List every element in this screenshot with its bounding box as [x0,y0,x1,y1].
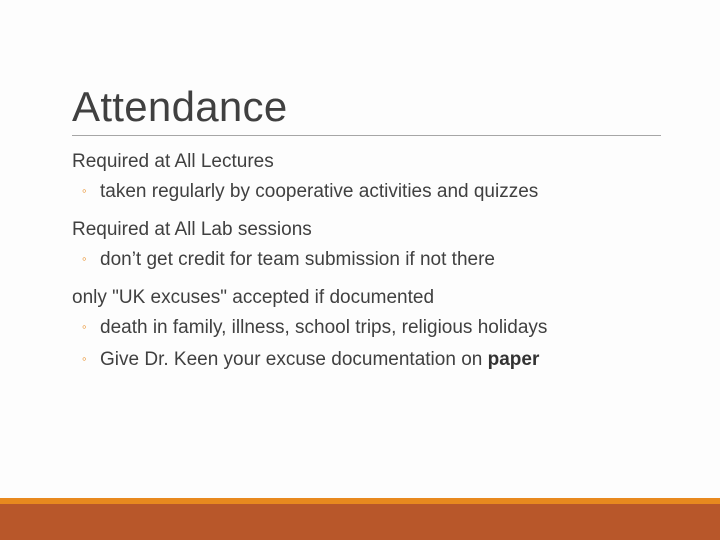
footer-bar [0,504,720,540]
bullet-level1: Required at All Lab sessions [72,219,312,240]
bullet-level2-text: death in family, illness, school trips, religious holidays [100,317,548,338]
bullet-level2-text: taken regularly by cooperative activities and quizzes [100,181,539,202]
bullet-level1: only "UK excuses" accepted if documented [72,287,435,308]
bullet-level2 [72,311,672,343]
bullet-level2-text: don’t get credit for team submission if not there [100,249,495,270]
bullet-level2 [72,343,672,375]
bullet-group-labs [72,216,672,275]
bullet-level1: Required at All Lectures [72,151,274,172]
bullet-circle-icon: ◦ [82,251,87,266]
bullet-group-excuses [72,284,672,375]
bullet-circle-icon: ◦ [82,351,87,366]
bullet-group-lectures [72,148,672,207]
emphasis-text: paper [487,349,540,370]
bullet-level2 [72,243,672,275]
bullet-level2 [72,175,672,207]
slide-title: Attendance [72,83,288,130]
title-divider [72,135,661,136]
slide-content [72,148,672,375]
bullet-circle-icon: ◦ [82,183,87,198]
bullet-level2-text: Give Dr. Keen your excuse documentation on [100,349,488,370]
bullet-circle-icon: ◦ [82,319,87,334]
